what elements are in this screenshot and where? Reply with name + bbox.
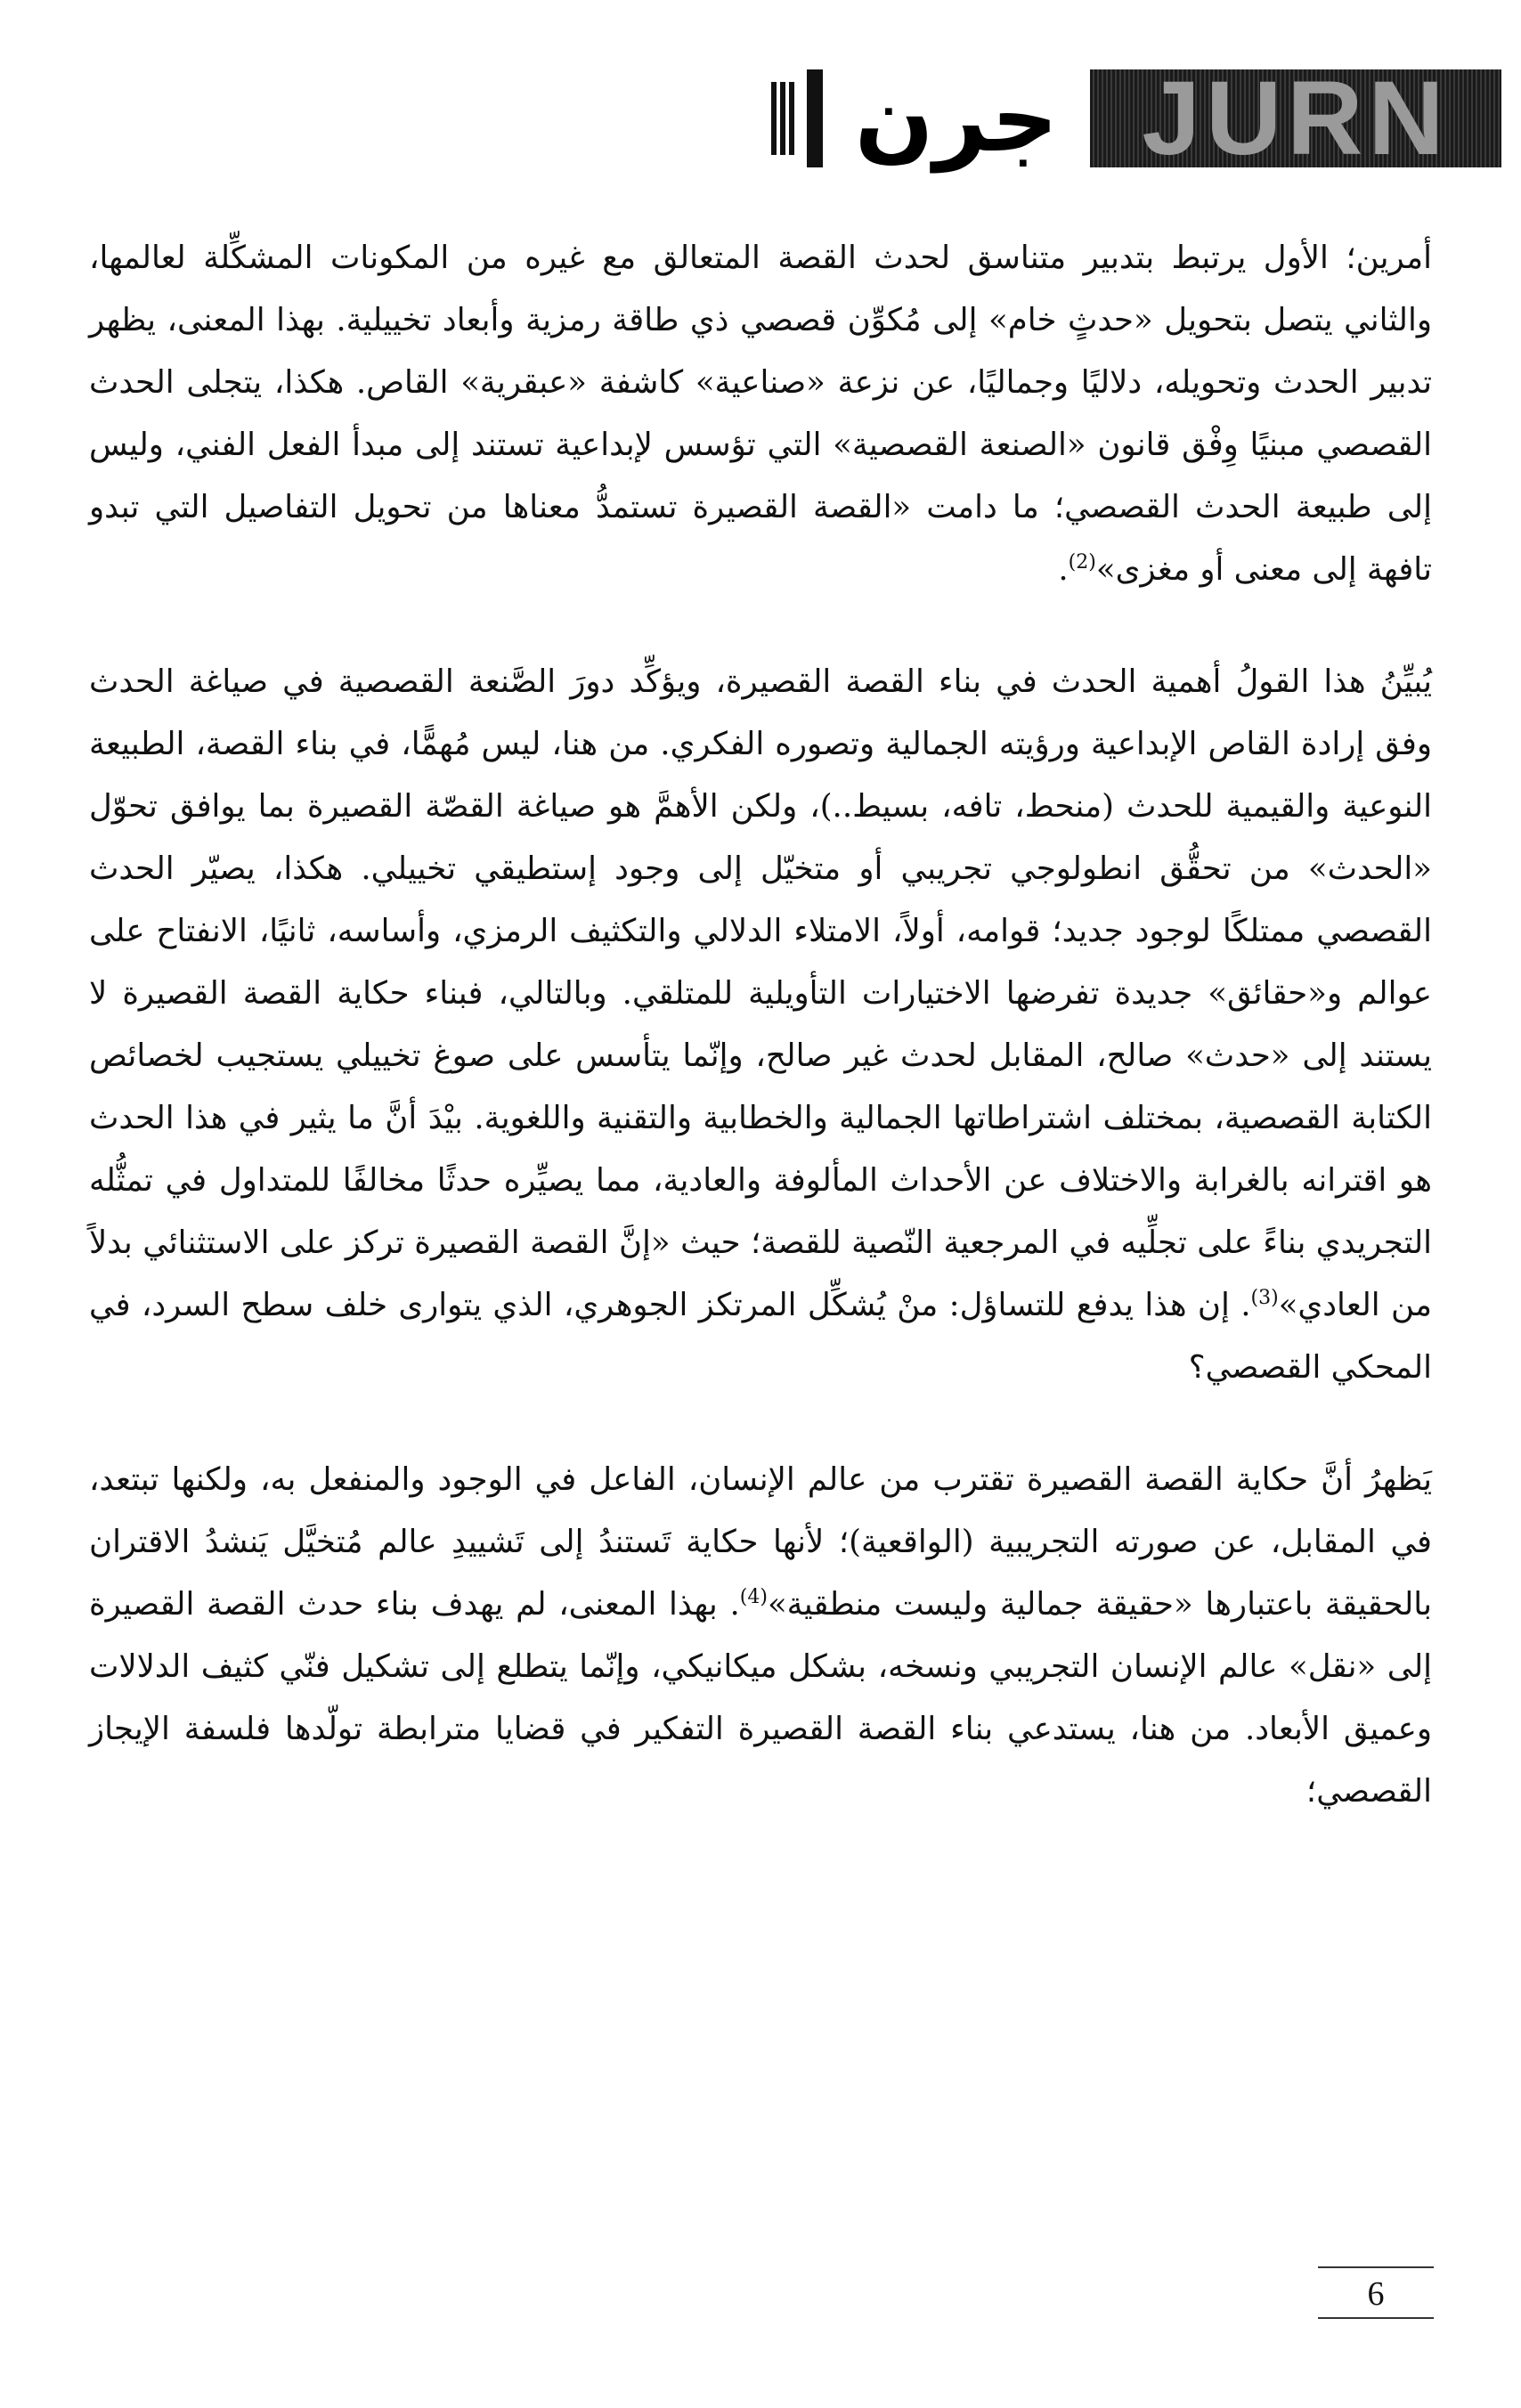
- masthead-arabic-logo: جرن: [807, 69, 1090, 167]
- paragraph-3-text: يَظهرُ أنَّ حكاية القصة القصيرة تقترب من عالم الإنسان، الفاعل في الوجود والمنفعل به، ولكنها تبتعد، في المقابل، عن صورته التجريبية (الواقعية)؛ لأنها حكاية تَستندُ إلى تَشييدِ عالم مُتخيَّل يَنشدُ الاقتران بالحقيقة باعتبارها «حقيقة جمالية وليست منطقية»: [89, 1461, 1432, 1623]
- masthead-latin-logo: JURN: [1090, 69, 1501, 167]
- paragraph-2-tail: . إن هذا يدفع للتساؤل: منْ يُشكِّل المرتكز الجوهري، الذي يتوارى خلف سطح السرد، في المحكي القصصي؟: [89, 1287, 1432, 1386]
- journal-masthead: [807, 64, 1501, 173]
- paragraph-1: [89, 227, 1432, 601]
- paragraph-3-tail: . بهذا المعنى، لم يهدف بناء حدث القصة القصيرة إلى «نقل» عالم الإنسان التجريبي ونسخه، بشكل ميكانيكي، وإنّما يتطلع إلى تشكيل فنّي كثيف الدلالات وعميق الأبعاد. من هنا، يستدعي بناء القصة القصيرة التفكير في قضايا مترابطة تولّدها فلسفة الإيجاز القصصي؛: [89, 1586, 1432, 1810]
- page-number: 6: [1367, 2275, 1385, 2313]
- paragraph-2: [89, 651, 1432, 1399]
- masthead-barcode-decoration: [771, 82, 798, 155]
- page-number-bottom-rule: [1318, 2317, 1434, 2319]
- footnote-ref-4: (4): [739, 1586, 768, 1609]
- footnote-ref-3: (3): [1250, 1287, 1279, 1310]
- paragraph-1-text: أمرين؛ الأول يرتبط بتدبير متناسق لحدث القصة المتعالق مع غيره من المكونات المشكِّلة لعالمها، والثاني يتصل بتحويل «حدثٍ خام» إلى مُكوِّن قصصي ذي طاقة رمزية وأبعاد تخييلية. بهذا المعنى، يظهر تدبير الحدث وتحويله، دلاليًا وجماليًا، عن نزعة «صناعية» كاشفة «عبقرية» القاص. هكذا، يتجلى الحدث القصصي مبنيًا وِفْق قانون «الصنعة القصصية» التي تؤسس لإبداعية تستند إلى مبدأ الفعل الفني، وليس إلى طبيعة الحدث القصصي؛ ما دامت «القصة القصيرة تستمدُّ معناها من تحويل التفاصيل التي تبدو تافهة إلى معنى أو مغزى»: [89, 240, 1432, 588]
- paragraph-1-tail: .: [1058, 551, 1069, 588]
- footnote-ref-2: (2): [1068, 551, 1096, 574]
- page-number-top-rule: [1318, 2266, 1434, 2268]
- paragraph-3: [89, 1449, 1432, 1823]
- paragraph-2-text: يُبيِّنُ هذا القولُ أهمية الحدث في بناء القصة القصيرة، ويؤكِّد دورَ الصَّنعة القصصية في صياغة الحدث وفق إرادة القاص الإبداعية ورؤيته الجمالية وتصوره الفكري. من هنا، ليس مُهمًّا، في بناء القصة، الطبيعة النوعية والقيمية للحدث (منحط، تافه، بسيط..)، ولكن الأهمَّ هو صياغة القصّة القصيرة بما يوافق تحوّل «الحدث» من تحقُّق انطولوجي تجريبي أو متخيّل إلى وجود إستطيقي تخييلي. هكذا، يصيّر الحدث القصصي ممتلكًا لوجود جديد؛ قوامه، أولاً، الامتلاء الدلالي والتكثيف الرمزي، وأساسه، ثانيًا، الانفتاح على عوالم و«حقائق» جديدة تفرضها الاختيارات التأويلية للمتلقي. وبالتالي، فبناء حكاية القصة القصيرة لا يستند إلى «حدث» صالح، المقابل لحدث غير صالح، وإنّما يتأسس على صوغ تخييلي يستجيب لخصائص الكتابة القصصية، بمختلف اشتراطاتها الجمالية والخطابية والتقنية واللغوية. بيْدَ أنَّ ما يثير في هذا الحدث هو اقترانه بالغرابة والاختلاف عن الأحداث المألوفة والعادية، مما يصيِّره حدثًا مخالفًا للمتداول في تمثُّله التجريدي بناءً على تجلِّيه في المرجعية النّصية للقصة؛ حيث «إنَّ القصة القصيرة تركز على الاستثنائي بدلاً من العادي»: [89, 663, 1433, 1323]
- article-body: [89, 227, 1432, 1873]
